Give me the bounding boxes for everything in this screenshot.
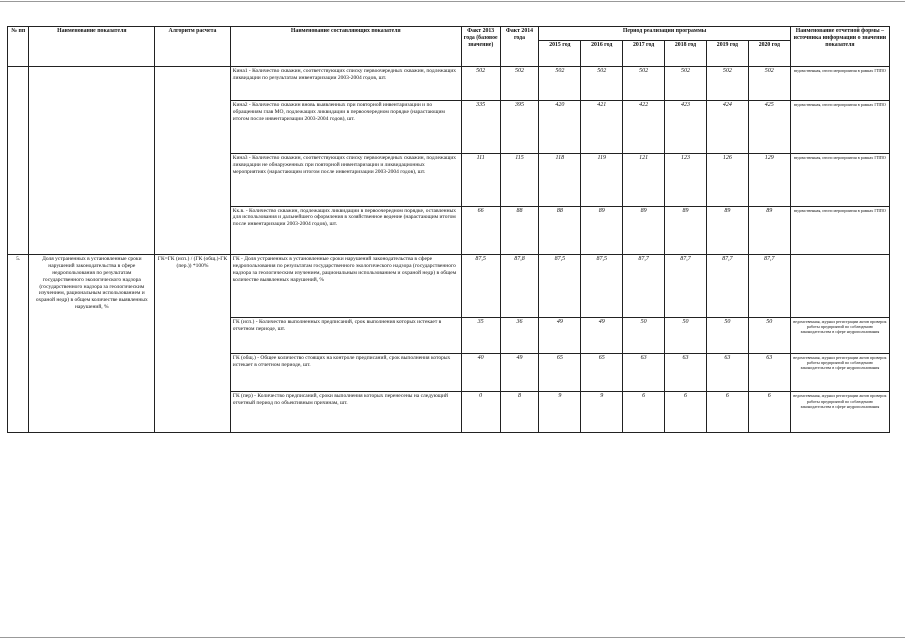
year-2020-value: 129 xyxy=(748,153,790,206)
fact-2014-value: 502 xyxy=(500,67,539,101)
fact-2014-value: 49 xyxy=(500,354,539,392)
block1-no-cell xyxy=(8,67,29,255)
year-2017-value: 87,7 xyxy=(623,255,665,318)
fact-2014-value: 87,8 xyxy=(500,255,539,318)
source-cell: ведомственная, журнал регистрации актов проверок работы предприятий по соблюдению законодательства в сфере недропользования xyxy=(790,354,889,392)
fact-2014-value: 115 xyxy=(500,153,539,206)
fact-2013-value: 502 xyxy=(461,67,500,101)
year-2015-value: 65 xyxy=(539,354,581,392)
source-cell: ведомственная, журнал регистрации актов проверок работы предприятий по соблюдению законодательства в сфере недропользования xyxy=(790,317,889,353)
block1-indicator-cell xyxy=(29,67,155,255)
component-desc: ГК (пер) - Количество предписаний, сроки выполнения которых перенесены на следующий отчетный период по объективным причинам, шт. xyxy=(230,392,461,433)
header-components: Наименование составляющих показателя xyxy=(230,27,461,67)
fact-2014-value: 8 xyxy=(500,392,539,433)
year-2019-value: 50 xyxy=(706,317,748,353)
fact-2013-value: 35 xyxy=(461,317,500,353)
year-2020-value: 425 xyxy=(748,101,790,154)
year-2018-value: 89 xyxy=(665,206,707,255)
year-2019-value: 63 xyxy=(706,354,748,392)
year-2017-value: 422 xyxy=(623,101,665,154)
year-2020-value: 63 xyxy=(748,354,790,392)
year-2015-value: 88 xyxy=(539,206,581,255)
algorithm-formula: ГК=ГК (исп.) / (ГК (общ.)-ГК (пер.)) *100% xyxy=(155,255,231,433)
indicator-name: Доля устраненных в установленные сроки нарушений законодательства в сфере недропользования по результатам государственного экологического надзора (государственного надзора за геологическим изучением, рациональным использованием и охраной недр) в общем количестве выявленных нарушений, % xyxy=(29,255,155,433)
year-2018-value: 6 xyxy=(665,392,707,433)
year-2018-value: 50 xyxy=(665,317,707,353)
year-2018-value: 87,7 xyxy=(665,255,707,318)
component-desc: Кина3 - Количество скважин, соответствующих списку первоочередных скважин, подлежащих ликвидации не обнаруженных при повторной инвентаризации и ликвидационных мероприятиях (нарастающим итогом после инвентаризации 2003-2004 годов), шт. xyxy=(230,153,461,206)
header-algorithm: Алгоритм расчета xyxy=(155,27,231,67)
fact-2013-value: 335 xyxy=(461,101,500,154)
year-2016-value: 87,5 xyxy=(581,255,623,318)
fact-2013-value: 0 xyxy=(461,392,500,433)
year-2019-value: 126 xyxy=(706,153,748,206)
year-2019-value: 424 xyxy=(706,101,748,154)
header-year-2019: 2019 год xyxy=(706,41,748,67)
fact-2013-value: 66 xyxy=(461,206,500,255)
source-cell: ведомственная, журнал регистрации актов проверок работы предприятий по соблюдению законодательства в сфере недропользования xyxy=(790,392,889,433)
year-2017-value: 6 xyxy=(623,392,665,433)
year-2019-value: 502 xyxy=(706,67,748,101)
header-no: № пп xyxy=(8,27,29,67)
year-2017-value: 121 xyxy=(623,153,665,206)
source-cell: ведомственная, итоги мероприятия в рамках ГППО xyxy=(790,67,889,101)
year-2015-value: 49 xyxy=(539,317,581,353)
year-2015-value: 118 xyxy=(539,153,581,206)
year-2016-value: 421 xyxy=(581,101,623,154)
indicator-number: 5. xyxy=(8,255,29,433)
fact-2014-value: 36 xyxy=(500,317,539,353)
year-2019-value: 6 xyxy=(706,392,748,433)
component-desc: Кк.в. - Количество скважин, подлежащих ликвидации в первоочередном порядке, оставленных для использования и дальнейшего оформления в хозяйственное ведение (нарастающим итогом после инвентаризации 2003-2004 годов), шт. xyxy=(230,206,461,255)
year-2019-value: 87,7 xyxy=(706,255,748,318)
block1-algorithm-cell xyxy=(155,67,231,255)
year-2016-value: 119 xyxy=(581,153,623,206)
year-2015-value: 9 xyxy=(539,392,581,433)
header-fact-2013: Факт 2013 года (базовое значение) xyxy=(461,27,500,67)
source-cell xyxy=(790,255,889,318)
table-row xyxy=(8,67,890,101)
fact-2013-value: 87,5 xyxy=(461,255,500,318)
year-2015-value: 87,5 xyxy=(539,255,581,318)
source-cell: ведомственная, итоги мероприятия в рамках ГППО xyxy=(790,153,889,206)
year-2019-value: 89 xyxy=(706,206,748,255)
scan-edge-top xyxy=(0,1,905,2)
header-year-2015: 2015 год xyxy=(539,41,581,67)
year-2016-value: 502 xyxy=(581,67,623,101)
source-cell: ведомственная, итоги мероприятия в рамках ГППО xyxy=(790,101,889,154)
header-year-2020: 2020 год xyxy=(748,41,790,67)
scan-edge-bottom xyxy=(0,637,905,638)
component-desc: Кина2 - Количество скважин вновь выявленных при повторной инвентаризации и по обращениям глав МО, подлежащих ликвидации в первоочередном порядке (нарастающим итогом после инвентаризации 2003-2004 годов), шт. xyxy=(230,101,461,154)
year-2017-value: 63 xyxy=(623,354,665,392)
year-2018-value: 423 xyxy=(665,101,707,154)
header-year-2017: 2017 год xyxy=(623,41,665,67)
year-2018-value: 502 xyxy=(665,67,707,101)
indicators-table xyxy=(7,26,890,433)
year-2017-value: 50 xyxy=(623,317,665,353)
year-2020-value: 89 xyxy=(748,206,790,255)
component-desc: Кина1 - Количество скважин, соответствующих списку первоочередных скважин, подлежащих ликвидации по результатам инвентаризации 2003-2004 годов, шт. xyxy=(230,67,461,101)
year-2020-value: 6 xyxy=(748,392,790,433)
component-desc: ГК - Доля устраненных в установленные сроки нарушений законодательства в сфере недропользования по результатам государственного экологического надзора (государственного надзора за геологическим изучением, рациональным использованием и охраной недр) в общем количестве выявленных нарушений, % xyxy=(230,255,461,318)
year-2016-value: 49 xyxy=(581,317,623,353)
year-2017-value: 89 xyxy=(623,206,665,255)
header-year-2016: 2016 год xyxy=(581,41,623,67)
component-desc: ГК (общ.) - Общее количество стоящих на контроле предписаний, срок выполнения которых истекает в отчетном периоде, шт. xyxy=(230,354,461,392)
component-desc: ГК (исп.) - Количество выполненных предписаний, срок выполнения которых истекает в отчетном периоде, шт. xyxy=(230,317,461,353)
header-source: Наименование отчетной формы – источника информации о значении показателя xyxy=(790,27,889,67)
year-2018-value: 123 xyxy=(665,153,707,206)
header-year-2018: 2018 год xyxy=(665,41,707,67)
year-2016-value: 9 xyxy=(581,392,623,433)
year-2018-value: 63 xyxy=(665,354,707,392)
year-2016-value: 65 xyxy=(581,354,623,392)
header-indicator: Наименование показателя xyxy=(29,27,155,67)
year-2015-value: 502 xyxy=(539,67,581,101)
fact-2014-value: 395 xyxy=(500,101,539,154)
year-2020-value: 87,7 xyxy=(748,255,790,318)
source-cell: ведомственная, итоги мероприятия в рамках ГППО xyxy=(790,206,889,255)
fact-2013-value: 40 xyxy=(461,354,500,392)
year-2016-value: 89 xyxy=(581,206,623,255)
year-2020-value: 50 xyxy=(748,317,790,353)
header-fact-2014: Факт 2014 года xyxy=(500,27,539,67)
year-2020-value: 502 xyxy=(748,67,790,101)
fact-2013-value: 111 xyxy=(461,153,500,206)
table-row xyxy=(8,255,890,318)
year-2015-value: 420 xyxy=(539,101,581,154)
year-2017-value: 502 xyxy=(623,67,665,101)
header-period: Период реализации программы xyxy=(539,27,790,41)
fact-2014-value: 88 xyxy=(500,206,539,255)
